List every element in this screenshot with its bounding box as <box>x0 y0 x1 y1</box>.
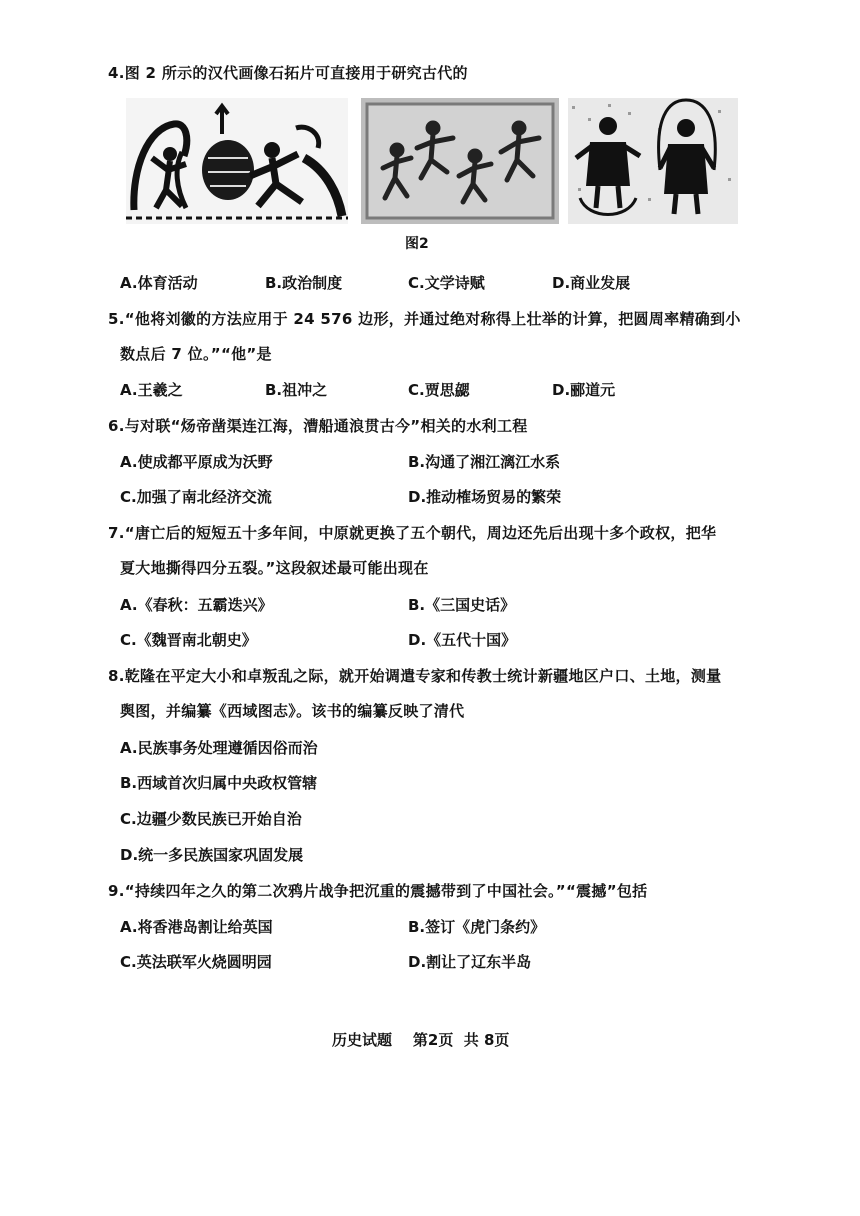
q9-option-d[interactable]: D.割让了辽东半岛 <box>408 953 532 971</box>
q5-option-a[interactable]: A.王羲之 <box>120 381 183 399</box>
q4-option-c[interactable]: C.文学诗赋 <box>408 274 485 292</box>
q7-stem-line1: 7.“唐亡后的短短五十多年间，中原就更换了五个朝代，周边还先后出现十多个政权，把华 <box>108 524 717 542</box>
q8-option-b[interactable]: B.西域首次归属中央政权管辖 <box>120 774 318 792</box>
q5-stem-line1: 5.“他将刘徽的方法应用于 24 576 边形，并通过绝对称得上壮举的计算，把圆周率精确到小 <box>108 310 741 328</box>
q7-stem-line2: 夏大地撕得四分五裂。”这段叙述最可能出现在 <box>120 559 429 577</box>
q9-option-c[interactable]: C.英法联军火烧圆明园 <box>120 953 272 971</box>
q8-option-a[interactable]: A.民族事务处理遵循因俗而治 <box>120 739 318 757</box>
q6-option-d[interactable]: D.推动榷场贸易的繁荣 <box>408 488 562 506</box>
q8-option-c[interactable]: C.边疆少数民族已开始自治 <box>120 810 302 828</box>
q4-option-a[interactable]: A.体育活动 <box>120 274 198 292</box>
q9-option-a[interactable]: A.将香港岛割让给英国 <box>120 918 273 936</box>
q8-stem-line2: 舆图，并编纂《西域图志》。该书的编纂反映了清代 <box>120 702 465 720</box>
rubbing-image-3 <box>568 98 738 224</box>
q6-option-a[interactable]: A.使成都平原成为沃野 <box>120 453 273 471</box>
q7-option-a[interactable]: A.《春秋：五霸迭兴》 <box>120 596 273 614</box>
q5-option-b[interactable]: B.祖冲之 <box>265 381 328 399</box>
q5-stem-line2: 数点后 7 位。”“他”是 <box>120 345 272 363</box>
q9-option-b[interactable]: B.签订《虎门条约》 <box>408 918 546 936</box>
figure-caption: 图2 <box>405 236 429 252</box>
rubbing-image-2 <box>361 98 559 224</box>
page-footer: 历史试题 第2页 共 8页 <box>332 1031 510 1049</box>
q7-option-b[interactable]: B.《三国史话》 <box>408 596 516 614</box>
q4-stem: 4.图 2 所示的汉代画像石拓片可直接用于研究古代的 <box>108 64 468 82</box>
q7-option-d[interactable]: D.《五代十国》 <box>408 631 517 649</box>
rubbing-image-1 <box>126 98 348 224</box>
q4-option-d[interactable]: D.商业发展 <box>552 274 631 292</box>
q4-option-b[interactable]: B.政治制度 <box>265 274 343 292</box>
q6-stem: 6.与对联“炀帝凿渠连江海，漕船通浪贯古今”相关的水利工程 <box>108 417 528 435</box>
q7-option-c[interactable]: C.《魏晋南北朝史》 <box>120 631 257 649</box>
q5-option-c[interactable]: C.贾思勰 <box>408 381 470 399</box>
q9-stem: 9.“持续四年之久的第二次鸦片战争把沉重的震撼带到了中国社会。”“震撼”包括 <box>108 882 648 900</box>
q6-option-b[interactable]: B.沟通了湘江漓江水系 <box>408 453 561 471</box>
q6-option-c[interactable]: C.加强了南北经济交流 <box>120 488 272 506</box>
q8-option-d[interactable]: D.统一多民族国家巩固发展 <box>120 846 304 864</box>
q5-option-d[interactable]: D.郦道元 <box>552 381 616 399</box>
q8-stem-line1: 8.乾隆在平定大小和卓叛乱之际，就开始调遣专家和传教士统计新疆地区户口、土地，测量 <box>108 667 722 685</box>
